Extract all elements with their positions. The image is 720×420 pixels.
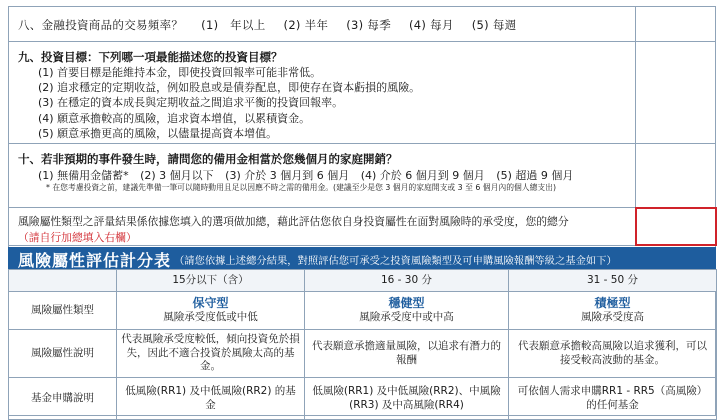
score-table-banner — [8, 247, 716, 269]
row-label-risk-type: 風險屬性類型 — [9, 292, 117, 330]
total-score-input-box[interactable] — [635, 207, 717, 246]
risk-description-conservative: 代表風險承受度較低，傾向投資免於損失，因此不適合投資於風險太高的基金。 — [117, 330, 305, 378]
question-10-option-1[interactable]: (1) 無備用金儲蓄* — [38, 169, 129, 182]
fund-purchase-conservative: 低風險(RR1) 及中低風險(RR2) 的基金 — [117, 378, 305, 420]
risk-type-aggressive-desc: 風險承受度高 — [581, 310, 644, 323]
question-10-title: 十、若非預期的事件發生時，請問您的備用金相當於您幾個月的家庭開銷？ — [18, 152, 398, 166]
table-row — [9, 378, 717, 420]
risk-type-conservative — [117, 292, 305, 330]
risk-type-conservative-desc: 風險承受度低或中低 — [163, 310, 258, 323]
question-9-options — [38, 65, 420, 141]
fund-purchase-moderate: 低風險(RR1) 及中低風險(RR2)、中風險(RR3) 及中高風險(RR4) — [305, 378, 509, 420]
question-8-answer-box[interactable] — [636, 6, 716, 41]
question-8 — [18, 17, 516, 33]
table-row — [9, 330, 717, 378]
question-8-row — [8, 6, 716, 42]
question-10-answer-box[interactable] — [636, 144, 716, 207]
question-8-option-3[interactable]: (3) 每季 — [346, 18, 391, 32]
total-score-description: 風險屬性類型之評量結果係依據您填入的選項做加總，藉此評估您依自身投資屬性在面對風險時的承受度，您的總分 — [18, 215, 569, 228]
table-header-high: 31 - 50 分 — [509, 270, 717, 292]
question-9-option-1[interactable]: (1) 首要目標是能維持本金，即使投資回報率可能非常低。 — [38, 66, 322, 79]
total-score-row — [8, 208, 716, 246]
question-10-footnote: * 在您考慮投資之前，建議先準備一筆可以隨時動用且足以因應不時之需的備用金。(建議至少是您 3 個月的家庭開支或 3 至 6 個月內的個人總支出) — [46, 183, 557, 192]
question-9-option-5[interactable]: (5) 願意承擔更高的風險，以儘量提高資本增值。 — [38, 126, 278, 140]
question-9-option-3[interactable]: (3) 在穩定的資本成長與定期收益之間追求平衡的投資回報率。 — [38, 96, 344, 110]
risk-type-moderate-name: 穩健型 — [388, 296, 425, 310]
risk-description-aggressive: 代表願意承擔較高風險以追求獲利，可以接受較高波動的基金。 — [509, 330, 717, 378]
score-table-subtitle: （請您依據上述總分結果，對照評估您可承受之投資風險類型及可申購風險報酬等級之基金如下） — [174, 255, 617, 267]
question-8-cell — [8, 6, 636, 41]
question-9-option-2[interactable]: (2) 追求穩定的定期收益，例如股息或是債券配息，即使存在資本虧損的風險。 — [38, 81, 421, 95]
question-9-answer-box[interactable] — [636, 42, 716, 143]
question-10-option-4[interactable]: (4) 介於 6 個月到 9 個月 — [360, 169, 485, 182]
total-score-hint: （請自行加總填入右欄） — [18, 231, 137, 244]
risk-type-moderate — [305, 292, 509, 330]
table-header-mid: 16 - 30 分 — [305, 270, 509, 292]
question-9-title: 九、投資目標：下列哪一項最能描述您的投資目標？ — [18, 50, 283, 64]
question-8-options — [187, 18, 516, 32]
table-header-low: 15分以下（含） — [117, 270, 305, 292]
question-9-option-4[interactable]: (4) 願意承擔較高的風險，追求資本增值，以累積資金。 — [38, 111, 311, 125]
risk-type-moderate-desc: 風險承受度中或中高 — [359, 310, 454, 323]
row-label-fund-purchase: 基金申購說明 — [9, 378, 117, 420]
question-10-option-2[interactable]: (2) 3 個月以下 — [140, 169, 214, 182]
question-10-cell — [8, 144, 636, 207]
total-score-description-cell — [8, 208, 636, 245]
question-10-option-3[interactable]: (3) 介於 3 個月到 6 個月 — [225, 169, 350, 182]
question-10-row — [8, 144, 716, 208]
question-8-option-2[interactable]: (2) 半年 — [283, 18, 329, 32]
risk-type-aggressive-name: 積極型 — [594, 296, 631, 310]
risk-type-aggressive — [509, 292, 717, 330]
question-10-option-5[interactable]: (5) 超過 9 個月 — [496, 169, 574, 182]
score-table-title: 風險屬性評估計分表 — [18, 251, 172, 270]
risk-description-moderate: 代表願意承擔適量風險，以追求有潛力的報酬 — [305, 330, 509, 378]
question-8-option-5[interactable]: (5) 每週 — [471, 18, 517, 32]
risk-type-conservative-name: 保守型 — [192, 296, 229, 310]
fund-purchase-aggressive: 可依個人需求申購RR1 - RR5（高風險）的任何基金 — [509, 378, 717, 420]
table-header-corner — [9, 270, 117, 292]
question-9-row — [8, 42, 716, 144]
table-header-row — [9, 270, 717, 292]
question-9-cell — [8, 42, 636, 143]
question-8-title: 八、金融投資商品的交易頻率？ — [18, 18, 184, 32]
question-8-option-1[interactable]: (1) 年以上 — [201, 18, 266, 32]
table-row — [9, 292, 717, 330]
question-10-options — [38, 167, 581, 183]
question-8-option-4[interactable]: (4) 每月 — [408, 18, 454, 32]
row-label-risk-description: 風險屬性說明 — [9, 330, 117, 378]
risk-score-table — [8, 269, 717, 420]
